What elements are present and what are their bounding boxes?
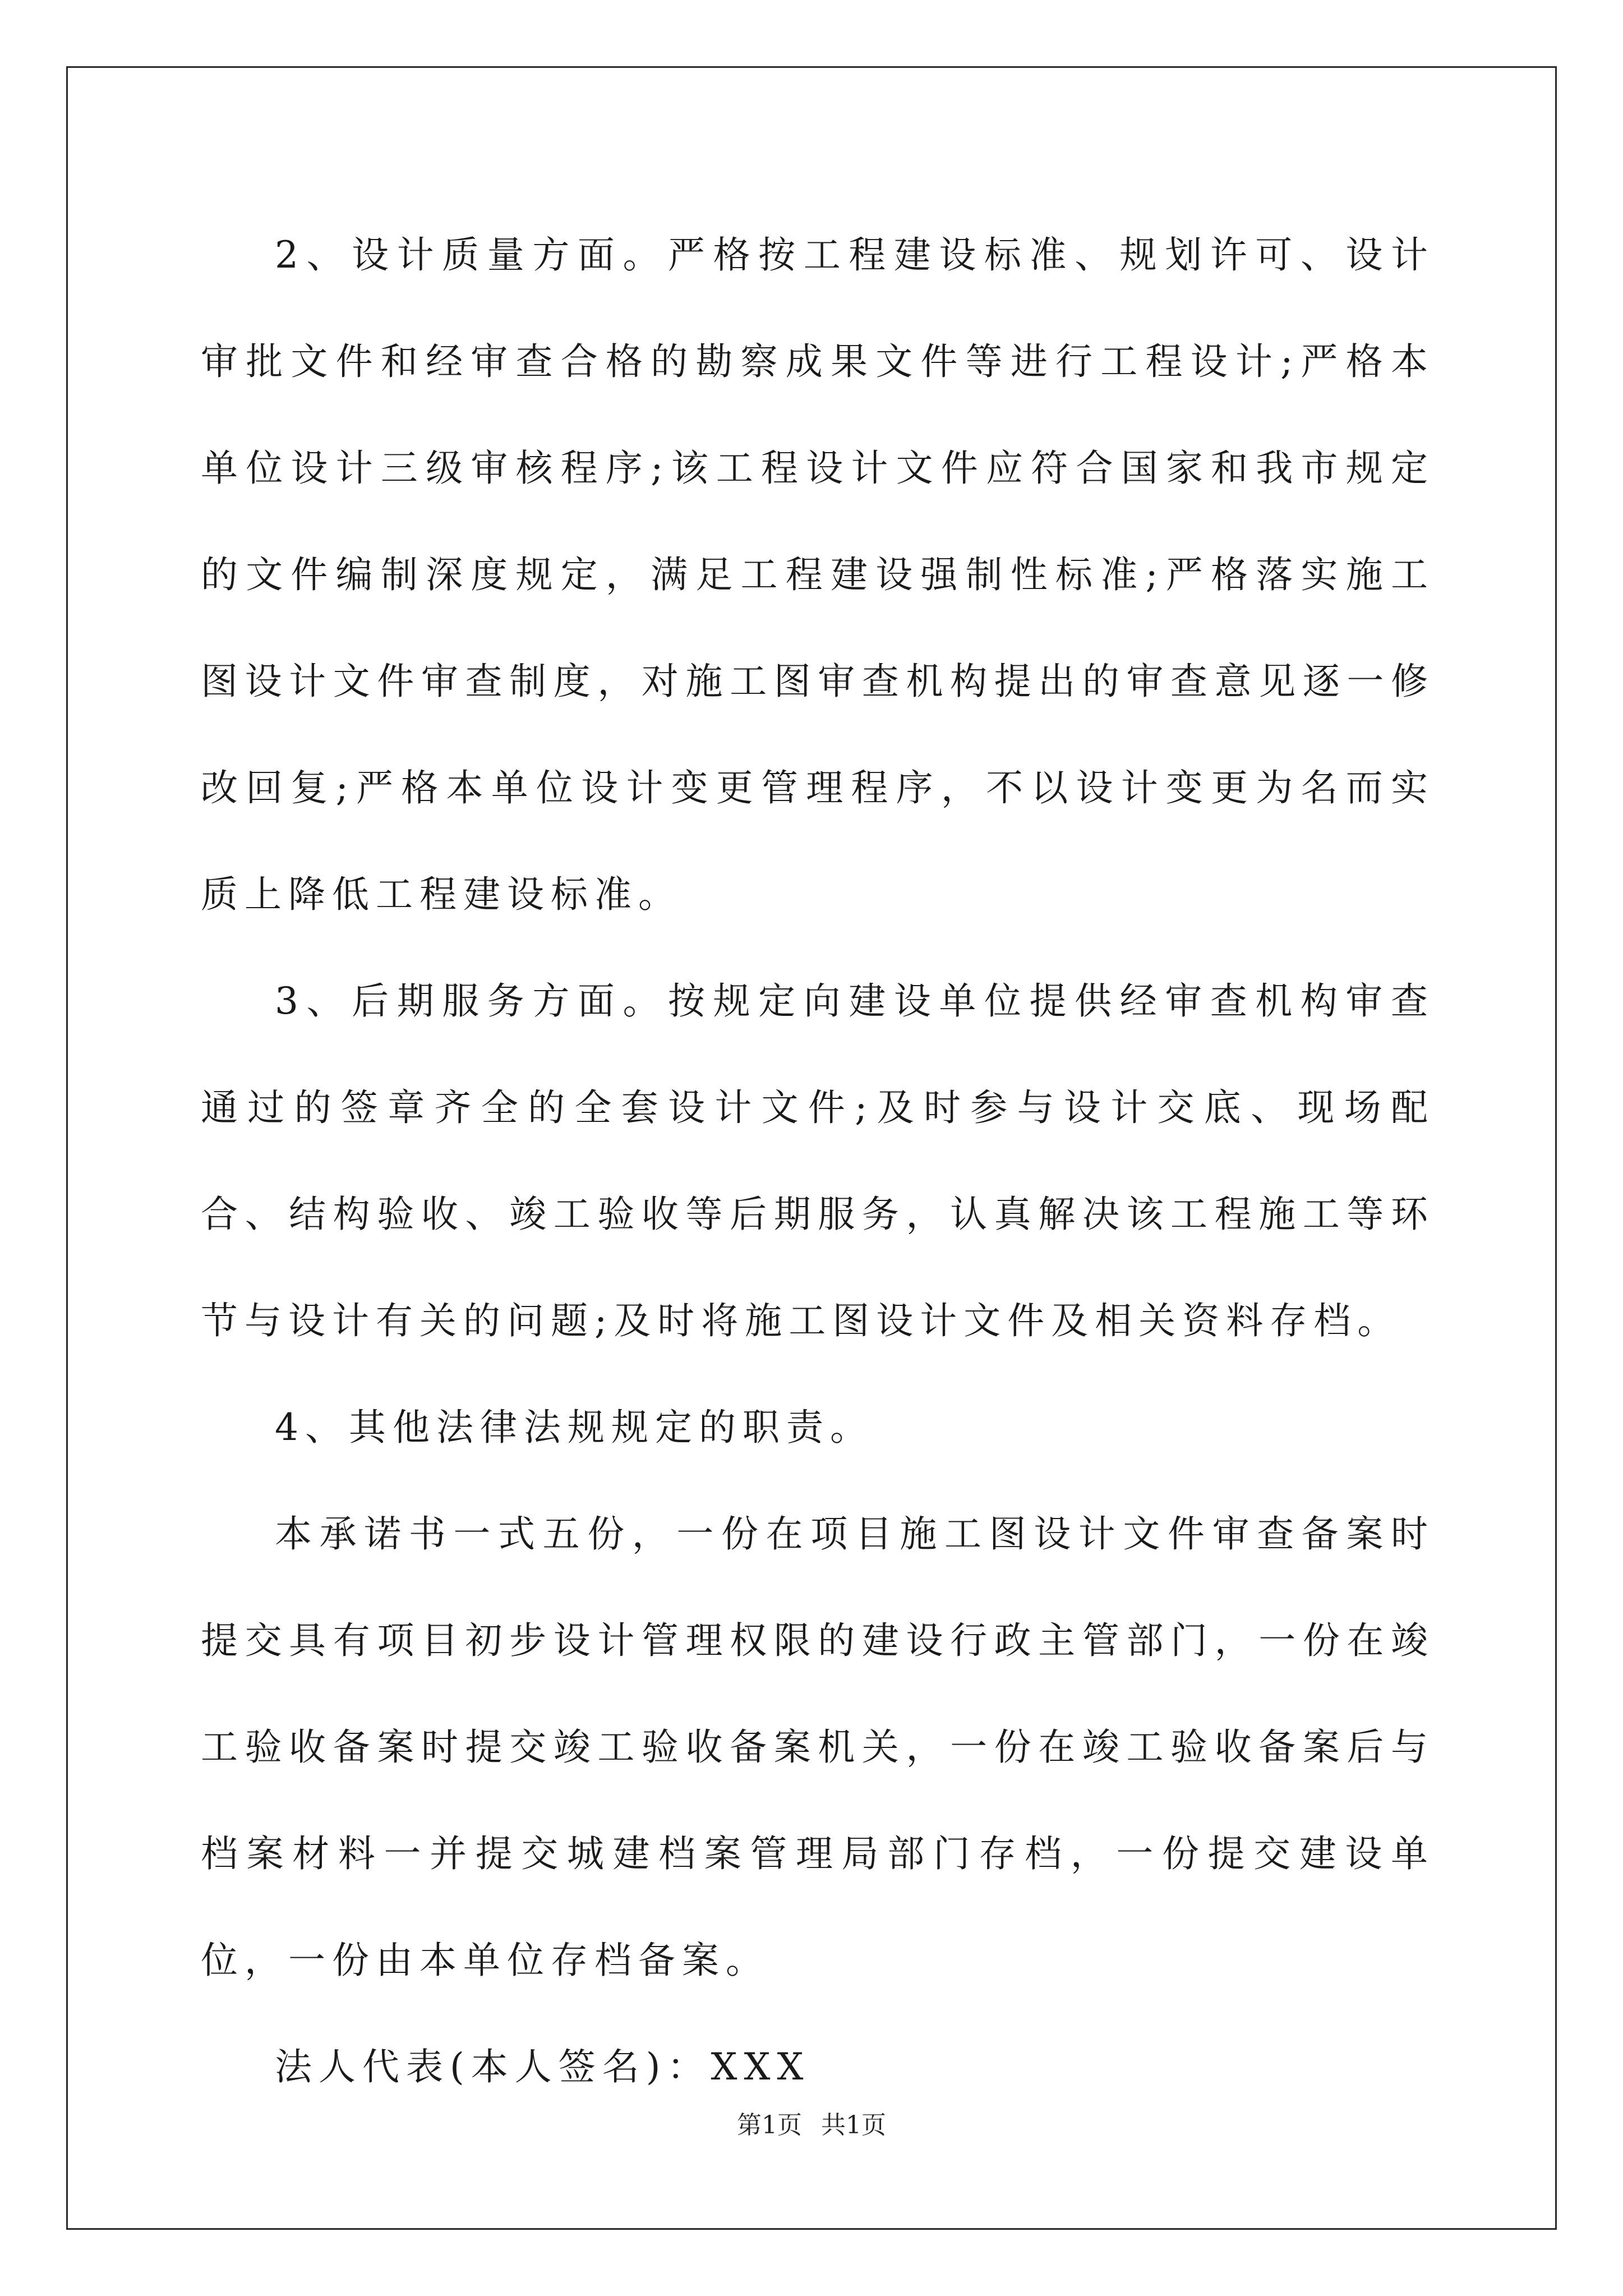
page-total: 共1页 [821, 2111, 886, 2139]
signature-line: 法人代表(本人签名)：XXX [275, 2045, 810, 2088]
paragraph-other-duties: 4、其他法律法规规定的职责。 [275, 1406, 874, 1449]
page-footer [0, 2105, 1623, 2141]
document-body [201, 202, 1435, 2120]
paragraph-post-service: 3、后期服务方面。按规定向建设单位提供经审查机构审查通过的签章齐全的全套设计文件;及时参与设计交底、现场配合、结构验收、竣工验收等后期服务，认真解决该工程施工等环节与设计有关的问题;及时将施工图设计文件及相关资料存档。 [201, 979, 1435, 1342]
page-number: 第1页 [737, 2111, 802, 2139]
paragraph-copies: 本承诺书一式五份，一份在项目施工图设计文件审查备案时提交具有项目初步设计管理权限的建设行政主管部门，一份在竣工验收备案时提交竣工验收备案机关，一份在竣工验收备案后与档案材料一并提交城建档案管理局部门存档，一份提交建设单位，一份由本单位存档备案。 [201, 1512, 1435, 1982]
paragraph-design-quality: 2、设计质量方面。严格按工程建设标准、规划许可、设计审批文件和经审查合格的勘察成果文件等进行工程设计;严格本单位设计三级审核程序;该工程设计文件应符合国家和我市规定的文件编制深度规定，满足工程建设强制性标准;严格落实施工图设计文件审查制度，对施工图审查机构提出的审查意见逐一修改回复;严格本单位设计变更管理程序，不以设计变更为名而实质上降低工程建设标准。 [201, 233, 1435, 916]
